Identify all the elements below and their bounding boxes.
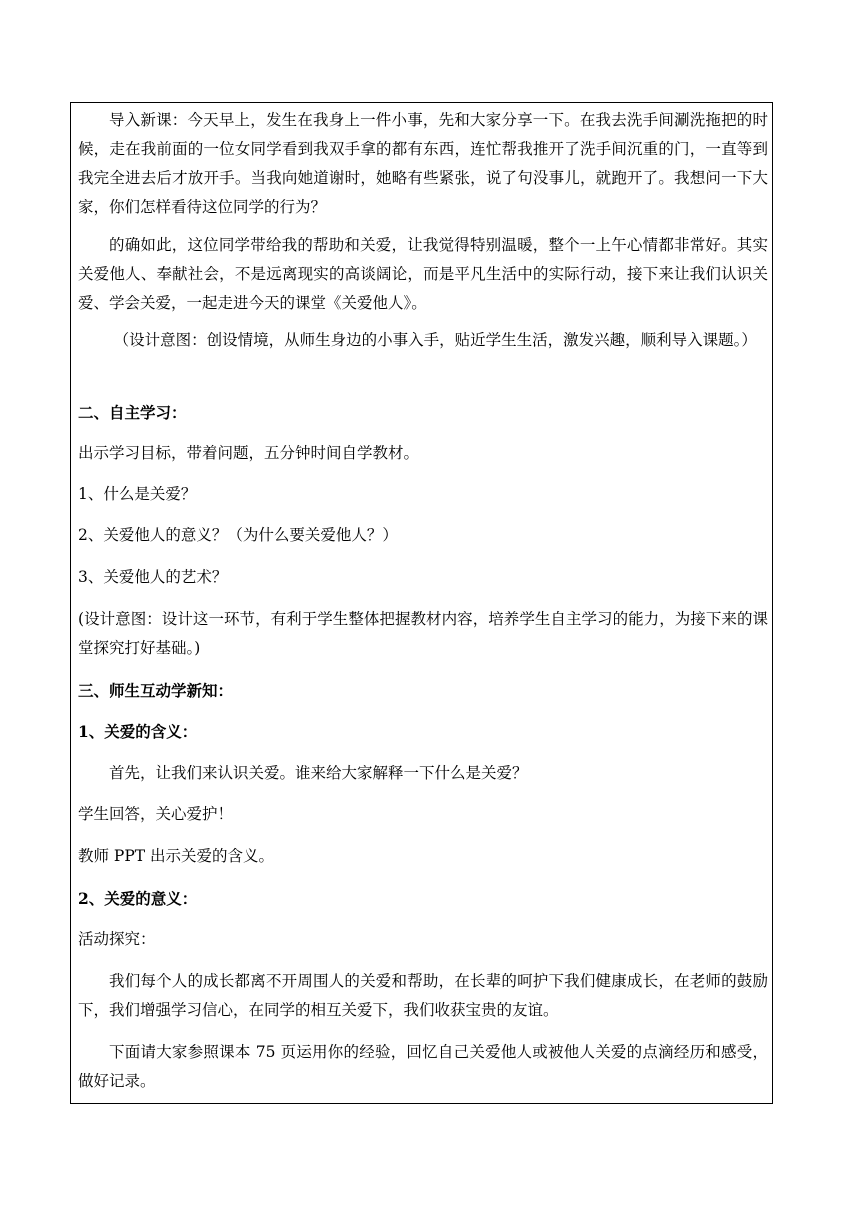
subheading-meaning: 1、关爱的含义： [78,722,198,741]
subheading-significance: 2、关爱的意义： [78,889,198,908]
question-2: 2、关爱他人的意义？（为什么要关爱他人？） [78,526,398,544]
meaning-question: 首先，让我们来认识关爱。谁来给大家解释一下什么是关爱？ [109,764,528,782]
section-heading-interaction: 三、师生互动学新知： [78,681,234,700]
section-heading-self-study: 二、自主学习： [78,403,187,422]
student-answer: 学生回答，关心爱护！ [78,805,234,823]
design-intent-intro: （设计意图：创设情境，从师生身边的小事入手，贴近学生生活，激发兴趣，顺利导入课题。） [113,331,757,349]
intro-paragraph: 导入新课：今天早上，发生在我身上一件小事，先和大家分享一下。在我去洗手间涮洗拖把的时候，走在我前面的一位女同学看到我双手拿的都有东西，连忙帮我推开了洗手间沉重的门，一直等到我完全进去后才放开手。当我向她道谢时，她略有些紧张，说了句没事儿，就跑开了。我想问一下大家，你们怎样看待这位同学的行为？ [78,111,768,216]
study-instruction: 出示学习目标，带着问题，五分钟时间自学教材。 [78,444,420,462]
design-intent-self-study: (设计意图：设计这一环节，有利于学生整体把握教材内容，培养学生自主学习的能力，为接下来的课堂探究打好基础。) [78,610,768,657]
textbook-instruction: 下面请大家参照课本 75 页运用你的经验，回忆自己关爱他人或被他人关爱的点滴经历和感受，做好记录。 [78,1043,768,1090]
question-3: 3、关爱他人的艺术？ [78,568,228,586]
question-1: 1、什么是关爱？ [78,485,197,503]
activity-label: 活动探究： [78,930,156,948]
response-paragraph: 的确如此，这位同学带给我的帮助和关爱，让我觉得特别温暖，整个一上午心情都非常好。其实关爱他人、奉献社会，不是远离现实的高谈阔论，而是平凡生活中的实际行动，接下来让我们认识关爱、学会关爱，一起走进今天的课堂《关爱他人》。 [78,236,768,312]
growth-paragraph: 我们每个人的成长都离不开周围人的关爱和帮助，在长辈的呵护下我们健康成长，在老师的鼓励下，我们增强学习信心，在同学的相互关爱下，我们收获宝贵的友谊。 [78,972,768,1019]
teacher-ppt-note: 教师 PPT 出示关爱的含义。 [78,847,275,865]
